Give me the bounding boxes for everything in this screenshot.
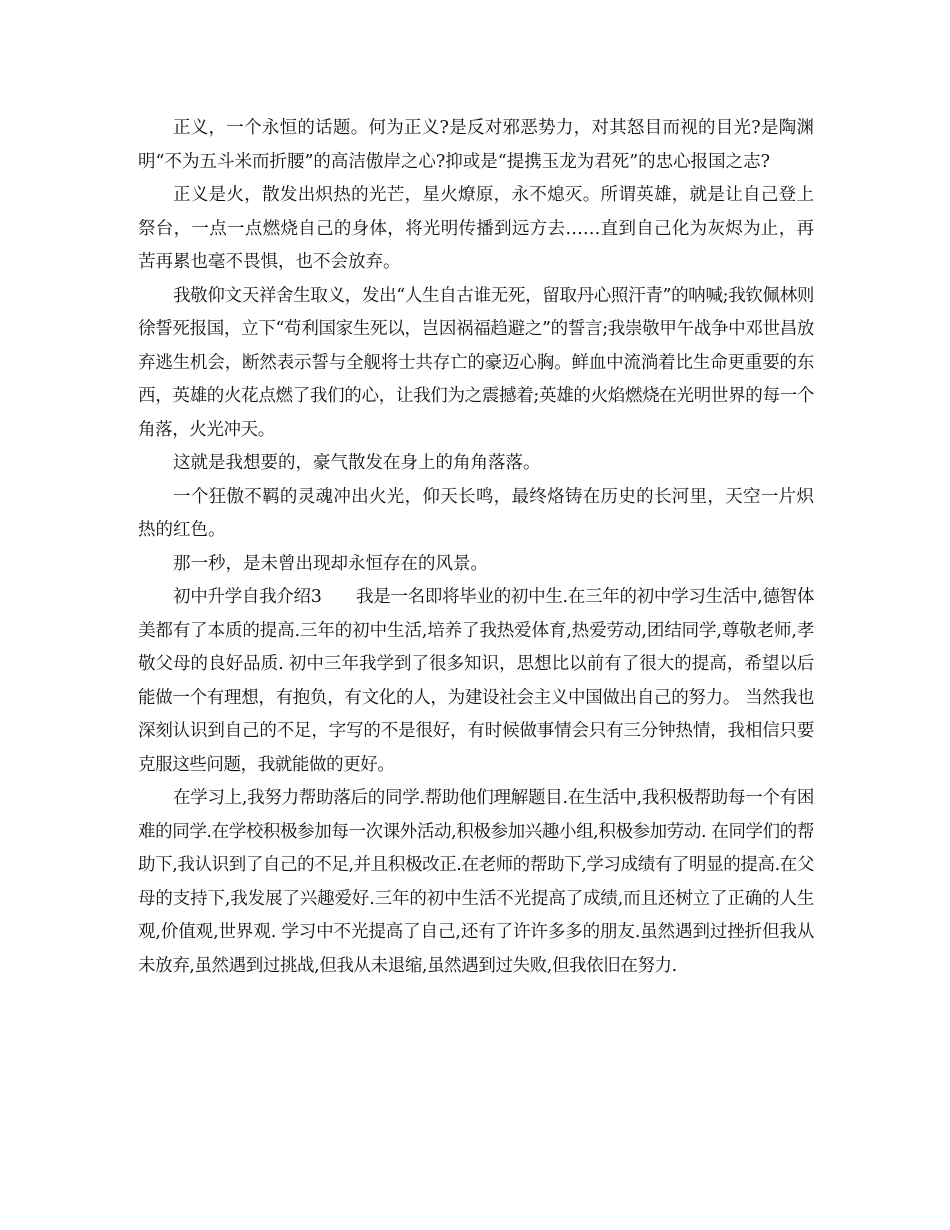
paragraph-justice-fire: 正义是火，散发出炽热的光芒，星火燎原，永不熄灭。所谓英雄，就是让自己登上祭台，一点一点燃烧自己的身体，将光明传播到远方去……直到自己化为灰烬为止，再苦再累也毫不畏惧，也不会放弃。 [138,185,814,272]
paragraph-heroes: 我敬仰文天祥舍生取义，发出“人生自古谁无死，留取丹心照汗青”的呐喊;我钦佩林则徐誓死报国，立下“苟利国家生死以，岂因祸福趋避之”的誓言;我崇敬甲午战争中邓世昌放弃逃生机会，断然表示誓与全舰将士共存亡的豪迈心胸。鲜血中流淌着比生命更重要的东西，英雄的火花点燃了我们的心，让我们为之震撼着;英雄的火焰燃烧在光明世界的每一个角落，火光冲天。 [138,285,814,440]
paragraph-scenery: 那一秒，是未曾出现却永恒存在的风景。 [173,553,488,574]
paragraph-soul: 一个狂傲不羁的灵魂冲出火光，仰天长鸣，最终烙铸在历史的长河里，天空一片炽热的红色。 [138,486,814,540]
paragraph-heroic-spirit: 这就是我想要的，豪气散发在身上的角角落落。 [173,453,541,473]
paragraph-justice-intro: 正义，一个永恒的话题。何为正义?是反对邪恶势力，对其怒目而视的目光?是陶渊明“不为五斗米而折腰”的高洁傲岸之心?抑或是“提携玉龙为君死”的忠心报国之志? [138,118,814,172]
paragraph-self-introduction: 初中升学自我介绍3 我是一名即将毕业的初中生.在三年的初中学习生活中,德智体美都有了本质的提高.三年的初中生活,培养了我热爱体育,热爱劳动,团结同学,尊敬老师,孝敬父母的良好品质. 初中三年我学到了很多知识，思想比以前有了很大的提高，希望以后能做一个有理想，有抱负，有文化的人，为建设社会主义中国做出自己的努力。 当然我也深刻认识到自己的不足，字写的不是很好，有时候做事情会只有三分钟热情，我相信只要克服这些问题，我就能做的更好。 [138,587,814,775]
document-page [138,112,814,983]
paragraph-study-life: 在学习上,我努力帮助落后的同学.帮助他们理解题目.在生活中,我积极帮助每一个有困难的同学.在学校积极参加每一次课外活动,积极参加兴趣小组,积极参加劳动. 在同学们的帮助下,我认识到了自己的不足,并且积极改正.在老师的帮助下,学习成绩有了明显的提高.在父母的支持下,我发展了兴趣爱好.三年的初中生活不光提高了成绩,而且还树立了正确的人生观,价值观,世界观. 学习中不光提高了自己,还有了许许多多的朋友.虽然遇到过挫折但我从未放弃,虽然遇到过挑战,但我从未退缩,虽然遇到过失败,但我依旧在努力. [138,788,814,976]
